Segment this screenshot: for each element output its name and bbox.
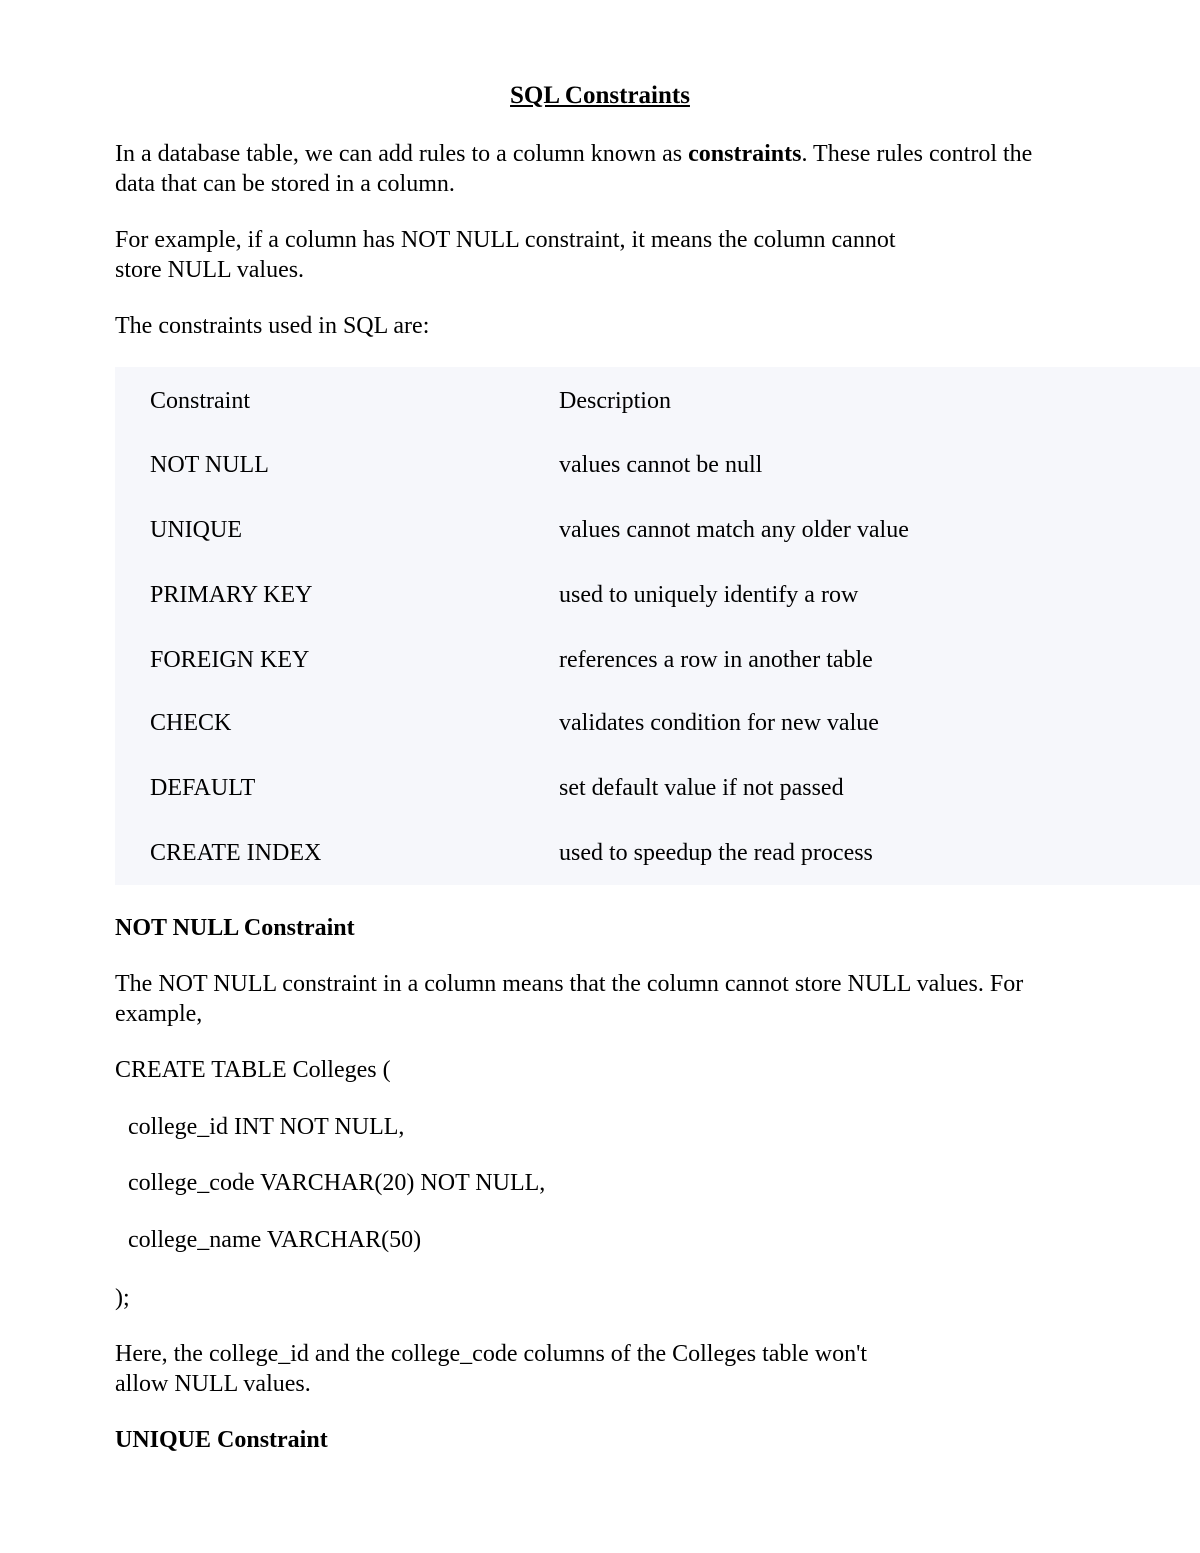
not-null-heading: NOT NULL Constraint xyxy=(115,915,355,941)
table-cell-constraint: CREATE INDEX xyxy=(150,840,322,866)
table-cell-description: used to uniquely identify a row xyxy=(559,582,859,608)
code-line: CREATE TABLE Colleges ( xyxy=(115,1057,391,1083)
table-header-constraint: Constraint xyxy=(150,388,250,414)
not-null-desc-line2: example, xyxy=(115,1001,203,1027)
table-header-description: Description xyxy=(559,388,671,414)
table-cell-constraint: UNIQUE xyxy=(150,517,242,543)
table-cell-constraint: NOT NULL xyxy=(150,452,269,478)
code-line: college_id INT NOT NULL, xyxy=(128,1114,405,1140)
table-cell-description: references a row in another table xyxy=(559,647,873,673)
table-cell-description: values cannot match any older value xyxy=(559,517,909,543)
table-cell-description: used to speedup the read process xyxy=(559,840,873,866)
intro-text-line2: data that can be stored in a column. xyxy=(115,171,455,197)
not-null-note-line1: Here, the college_id and the college_code columns of the Colleges table won't xyxy=(115,1341,868,1367)
intro-text-after: . These rules control the xyxy=(801,141,1033,167)
constraints-table xyxy=(115,367,1200,885)
list-intro: The constraints used in SQL are: xyxy=(115,313,430,339)
unique-heading: UNIQUE Constraint xyxy=(115,1427,328,1453)
table-cell-constraint: FOREIGN KEY xyxy=(150,647,310,673)
table-cell-constraint: CHECK xyxy=(150,710,232,736)
example-line2: store NULL values. xyxy=(115,257,305,283)
table-cell-description: validates condition for new value xyxy=(559,710,879,736)
table-cell-description: set default value if not passed xyxy=(559,775,844,801)
table-cell-constraint: DEFAULT xyxy=(150,775,256,801)
code-line: ); xyxy=(115,1285,130,1311)
table-cell-description: values cannot be null xyxy=(559,452,763,478)
example-paragraph xyxy=(115,225,1125,285)
table-cell-constraint: PRIMARY KEY xyxy=(150,582,313,608)
page-title: SQL Constraints xyxy=(510,82,690,109)
code-line: college_code VARCHAR(20) NOT NULL, xyxy=(128,1170,546,1196)
code-line: college_name VARCHAR(50) xyxy=(128,1227,422,1253)
not-null-note xyxy=(115,1339,1125,1399)
not-null-desc-line1: The NOT NULL constraint in a column means that the column cannot store NULL values. For xyxy=(115,971,1024,997)
example-line1: For example, if a column has NOT NULL constraint, it means the column cannot xyxy=(115,227,896,253)
intro-term-constraints: constraints xyxy=(688,141,802,167)
not-null-description xyxy=(115,969,1125,1029)
intro-text-before: In a database table, we can add rules to a column known as xyxy=(115,141,689,167)
not-null-note-line2: allow NULL values. xyxy=(115,1371,311,1397)
intro-paragraph xyxy=(115,139,1125,199)
